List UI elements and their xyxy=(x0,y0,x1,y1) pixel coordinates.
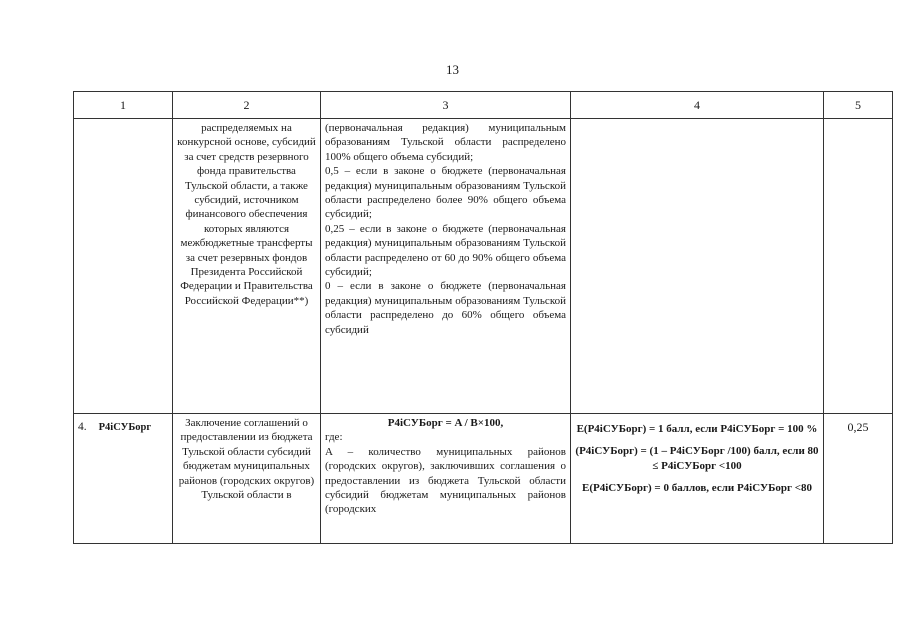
indicator-description: Заключение соглашений о предоставлении из бюджета Тульской области субсидий бюджетам муниципальных районов (городских округов) Тульской области в xyxy=(173,414,321,544)
column-header-3: 3 xyxy=(321,92,571,119)
criterion-text: 0 – если в законе о бюджете (первоначальная редакция) муниципальным образованиям Тульской области распределено до 60% общего объема субсидий xyxy=(325,280,566,336)
table-row xyxy=(74,119,893,414)
criterion-text: 0,25 – если в законе о бюджете (первоначальная редакция) муниципальным образованиям Тульской области распределено от 60 до 90% общего объема субсидий; xyxy=(325,222,566,279)
continuation-col3 xyxy=(321,119,571,414)
row-id-cell xyxy=(74,414,173,544)
continuation-col5 xyxy=(824,119,893,414)
column-header-5: 5 xyxy=(824,92,893,119)
column-header-4: 4 xyxy=(571,92,824,119)
formula-explanation: A – количество муниципальных районов (городских округов), заключивших соглашения о предоставлении из бюджета Тульской области субсидий бюджетам муниципальных районов (городских xyxy=(325,445,566,516)
weight-cell: 0,25 xyxy=(824,414,893,544)
criterion-text: 0,5 – если в законе о бюджете (первоначальная редакция) муниципальным образованиям Тульской области распределено более 90% общего объема субсидий; xyxy=(325,165,566,221)
column-header-1: 1 xyxy=(74,92,173,119)
table-row xyxy=(74,414,893,544)
formula-where: где: xyxy=(325,431,343,444)
column-header-2: 2 xyxy=(173,92,321,119)
score-rule: (P4iСУБорг) = (1 – P4iСУБорг /100) балл, если 80 ≤ P4iСУБорг <100 xyxy=(575,445,819,472)
criterion-text: (первоначальная редакция) муниципальным образованиям Тульской области распределено 100% общего объема субсидий; xyxy=(325,122,566,163)
page-number: 13 xyxy=(446,62,459,77)
row-number: 4. xyxy=(78,421,87,433)
score-rule: E(P4iСУБорг) = 0 баллов, если P4iСУБорг <80 xyxy=(581,482,813,495)
indicator-code: P4iСУБорг xyxy=(98,422,152,433)
indicator-formula-cell xyxy=(321,414,571,544)
scoring-cell xyxy=(571,414,824,544)
score-rule: E(P4iСУБорг) = 1 балл, если P4iСУБорг = 100 % xyxy=(576,423,818,435)
continuation-col4 xyxy=(571,119,824,414)
table-header-row xyxy=(74,92,893,119)
criteria-table xyxy=(73,91,893,544)
continuation-col1 xyxy=(74,119,173,414)
formula: P4iСУБорг = A / B×100, xyxy=(387,417,504,429)
continuation-col2: распределяемых на конкурсной основе, субсидий за счет средств резервного фонда правительства Тульской области, а также субсидий, источником финансового обеспечения которых являются межбюджетные трансферты за счет резервных фондов Президента Российской Федерации и Правительства Российской Федерации**) xyxy=(173,119,321,414)
